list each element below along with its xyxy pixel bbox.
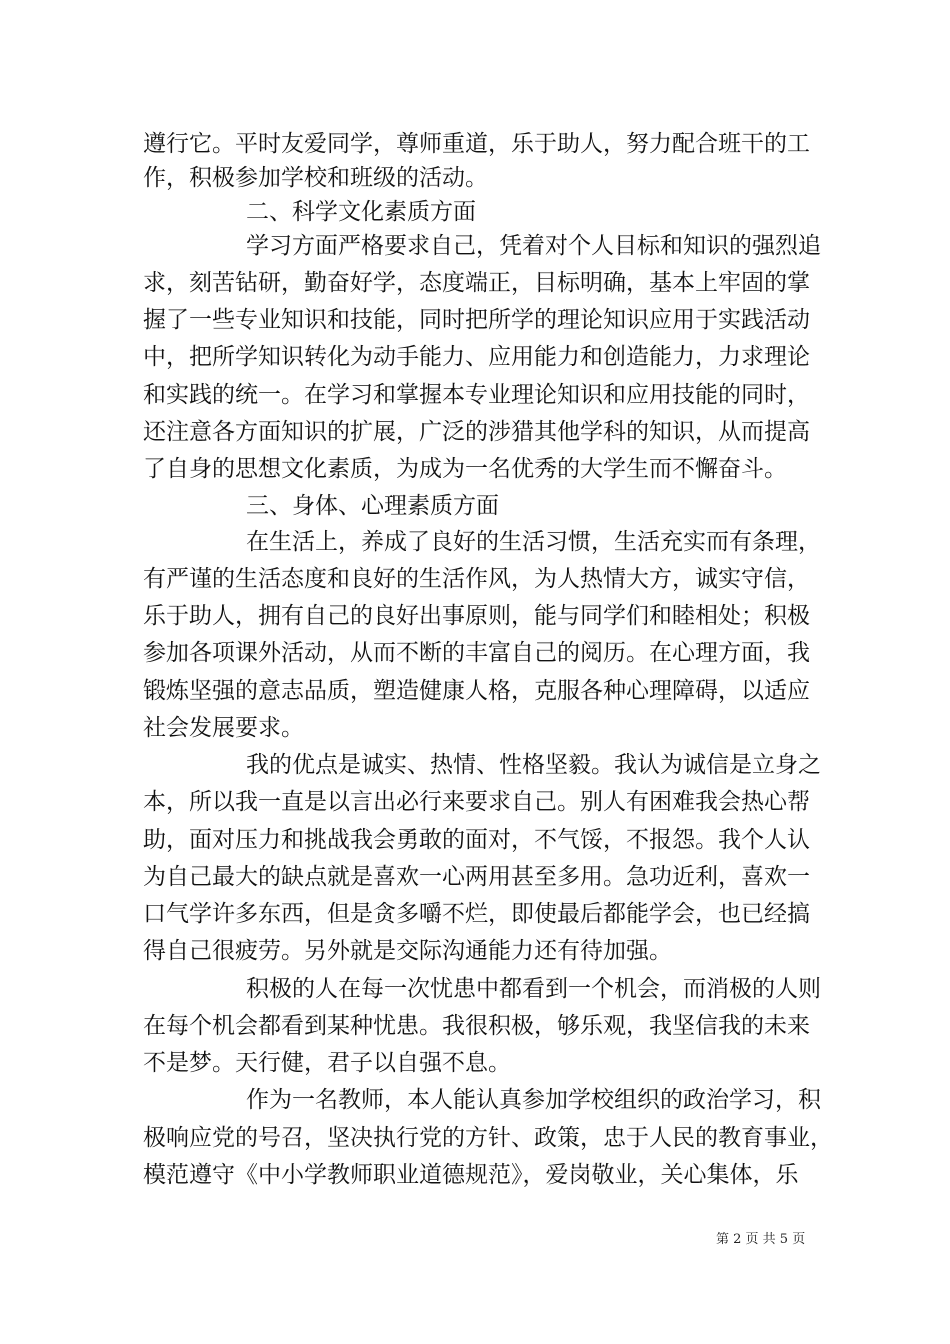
text-line: 握了一些专业知识和技能，同时把所学的理论知识应用于实践活动 — [143, 307, 810, 333]
text-line: 我的优点是诚实、热情、性格坚毅。我认为诚信是立身之 — [246, 752, 821, 778]
text-line: 遵行它。平时友爱同学，尊师重道，乐于助人，努力配合班干的工 — [143, 131, 810, 157]
text-line: 作，积极参加学校和班级的活动。 — [143, 165, 488, 191]
text-line: 求，刻苦钻研，勤奋好学，态度端正，目标明确，基本上牢固的掌 — [143, 270, 810, 296]
text-line: 在生活上，养成了良好的生活习惯，生活充实而有条理， — [246, 529, 821, 555]
text-line: 还注意各方面知识的扩展，广泛的涉猎其他学科的知识，从而提高 — [143, 419, 810, 445]
text-line: 模范遵守《中小学教师职业道德规范》，爱岗敬业，关心集体，乐 — [143, 1162, 799, 1188]
text-line: 中，把所学知识转化为动手能力、应用能力和创造能力，力求理论 — [143, 344, 810, 370]
text-line: 在每个机会都看到某种忧患。我很积极，够乐观，我坚信我的未来 — [143, 1013, 810, 1039]
text-line: 本，所以我一直是以言出必行来要求自己。别人有困难我会热心帮 — [143, 789, 810, 815]
text-line: 积极的人在每一次忧患中都看到一个机会，而消极的人则 — [246, 976, 821, 1002]
text-line: 和实践的统一。在学习和掌握本专业理论知识和应用技能的同时， — [143, 382, 810, 408]
text-line: 极响应党的号召，坚决执行党的方针、政策，忠于人民的教育事业， — [143, 1125, 833, 1151]
page-number-footer: 第 2 页 共 5 页 — [716, 1232, 806, 1247]
text-line: 口气学许多东西，但是贪多嚼不烂，即使最后都能学会，也已经搞 — [143, 901, 810, 927]
text-line: 有严谨的生活态度和良好的生活作风，为人热情大方，诚实守信， — [143, 566, 810, 592]
section-heading: 二、科学文化素质方面 — [246, 199, 476, 225]
text-line: 锻炼坚强的意志品质，塑造健康人格，克服各种心理障碍，以适应 — [143, 678, 810, 704]
section-heading: 三、身体、心理素质方面 — [246, 493, 499, 519]
text-line: 助，面对压力和挑战我会勇敢的面对，不气馁，不报怨。我个人认 — [143, 827, 810, 853]
text-line: 乐于助人，拥有自己的良好出事原则，能与同学们和睦相处；积极 — [143, 603, 810, 629]
text-line: 为自己最大的缺点就是喜欢一心两用甚至多用。急功近利，喜欢一 — [143, 864, 810, 890]
text-line: 得自己很疲劳。另外就是交际沟通能力还有待加强。 — [143, 938, 672, 964]
text-line: 参加各项课外活动，从而不断的丰富自己的阅历。在心理方面，我 — [143, 640, 810, 666]
text-line: 社会发展要求。 — [143, 715, 304, 741]
text-line: 了自身的思想文化素质，为成为一名优秀的大学生而不懈奋斗。 — [143, 456, 787, 482]
text-line: 作为一名教师，本人能认真参加学校组织的政治学习，积 — [246, 1087, 821, 1113]
text-line: 学习方面严格要求自己，凭着对个人目标和知识的强烈追 — [246, 233, 821, 259]
text-line: 不是梦。天行健，君子以自强不息。 — [143, 1050, 511, 1076]
